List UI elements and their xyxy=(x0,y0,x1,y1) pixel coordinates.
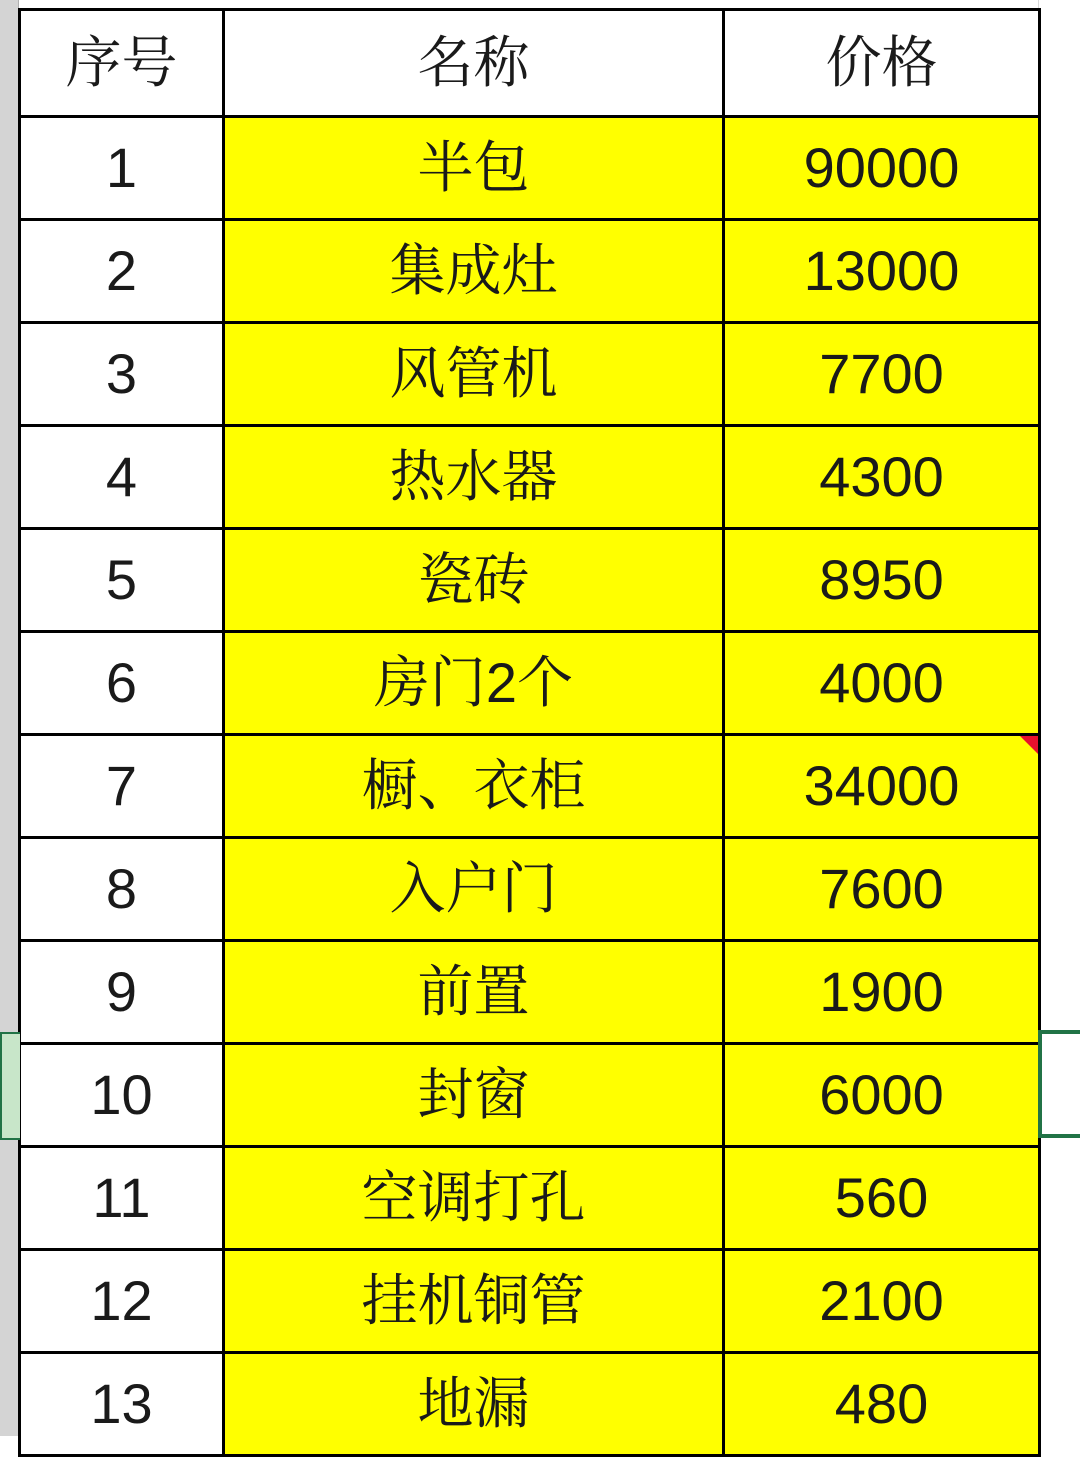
cell-name[interactable]: 热水器 xyxy=(224,426,724,529)
table-header-row xyxy=(20,10,1040,117)
cell-name[interactable]: 前置 xyxy=(224,941,724,1044)
table-row xyxy=(20,838,1040,941)
table-row xyxy=(20,117,1040,220)
cell-name[interactable]: 瓷砖 xyxy=(224,529,724,632)
cell-name[interactable]: 空调打孔 xyxy=(224,1147,724,1250)
cell-name[interactable]: 入户门 xyxy=(224,838,724,941)
selection-outline xyxy=(1038,1030,1080,1138)
cell-price[interactable]: 1900 xyxy=(724,941,1040,1044)
table-row xyxy=(20,1147,1040,1250)
column-header-price[interactable]: 价格 xyxy=(724,10,1040,117)
price-table xyxy=(18,8,1041,1457)
cell-price[interactable]: 13000 xyxy=(724,220,1040,323)
table-row xyxy=(20,941,1040,1044)
cell-price[interactable]: 4000 xyxy=(724,632,1040,735)
cell-name[interactable]: 风管机 xyxy=(224,323,724,426)
cell-name[interactable]: 集成灶 xyxy=(224,220,724,323)
cell-index[interactable]: 8 xyxy=(20,838,224,941)
table-row-selected xyxy=(20,1044,1040,1147)
table-row xyxy=(20,323,1040,426)
cell-index[interactable]: 2 xyxy=(20,220,224,323)
selected-row-header[interactable] xyxy=(0,1032,20,1140)
cell-price[interactable]: 560 xyxy=(724,1147,1040,1250)
cell-index[interactable]: 3 xyxy=(20,323,224,426)
empty-sheet-area xyxy=(1038,0,1080,1436)
cell-price[interactable]: 7600 xyxy=(724,838,1040,941)
cell-index[interactable]: 13 xyxy=(20,1353,224,1456)
table-row xyxy=(20,632,1040,735)
cell-price[interactable]: 7700 xyxy=(724,323,1040,426)
cell-price[interactable] xyxy=(724,735,1040,838)
cell-price[interactable]: 6000 xyxy=(724,1044,1040,1147)
column-header-index[interactable]: 序号 xyxy=(20,10,224,117)
cell-name[interactable]: 橱、衣柜 xyxy=(224,735,724,838)
table-row xyxy=(20,220,1040,323)
cell-index[interactable]: 6 xyxy=(20,632,224,735)
cell-index[interactable]: 1 xyxy=(20,117,224,220)
cell-name[interactable]: 挂机铜管 xyxy=(224,1250,724,1353)
cell-index[interactable]: 12 xyxy=(20,1250,224,1353)
cell-price[interactable]: 480 xyxy=(724,1353,1040,1456)
cell-price[interactable]: 90000 xyxy=(724,117,1040,220)
cell-index[interactable]: 7 xyxy=(20,735,224,838)
cell-price[interactable]: 4300 xyxy=(724,426,1040,529)
comment-marker-icon xyxy=(1020,736,1038,754)
cell-index[interactable]: 11 xyxy=(20,1147,224,1250)
table-row xyxy=(20,1250,1040,1353)
column-header-name[interactable]: 名称 xyxy=(224,10,724,117)
cell-price[interactable]: 2100 xyxy=(724,1250,1040,1353)
row-header-gutter xyxy=(0,0,19,1436)
cell-name[interactable]: 封窗 xyxy=(224,1044,724,1147)
cell-price[interactable]: 8950 xyxy=(724,529,1040,632)
cell-index[interactable]: 9 xyxy=(20,941,224,1044)
cell-index[interactable]: 4 xyxy=(20,426,224,529)
table-row xyxy=(20,735,1040,838)
table-row xyxy=(20,1353,1040,1456)
cell-name[interactable]: 房门2个 xyxy=(224,632,724,735)
table-row xyxy=(20,426,1040,529)
cell-price-text: 34000 xyxy=(803,754,960,817)
table-row xyxy=(20,529,1040,632)
cell-index[interactable]: 5 xyxy=(20,529,224,632)
cell-name[interactable]: 半包 xyxy=(224,117,724,220)
cell-name[interactable]: 地漏 xyxy=(224,1353,724,1456)
cell-index[interactable]: 10 xyxy=(20,1044,224,1147)
